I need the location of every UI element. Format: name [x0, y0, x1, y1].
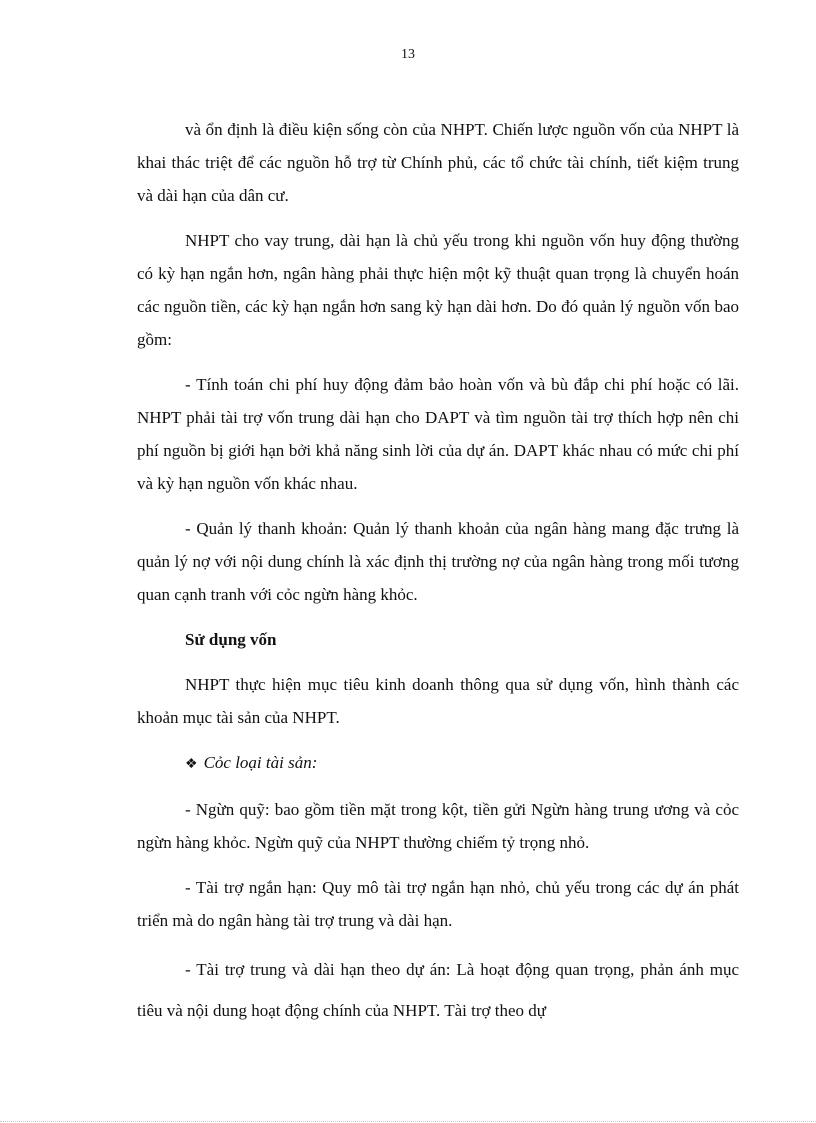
paragraph-short-term-financing: - Tài trợ ngắn hạn: Quy mô tài trợ ngắn hạn nhỏ, chủ yếu trong các dự án phát triển mà do ngân hàng tài trợ trung và dài hạn.: [137, 878, 739, 930]
body-text: [137, 113, 739, 1043]
paragraph-use-of-capital: NHPT thực hiện mục tiêu kinh doanh thông qua sử dụng vốn, hình thành các khoản mục tài sản của NHPT.: [137, 675, 739, 727]
subheading-asset-types: [137, 746, 739, 781]
paragraph-funding-cost: - Tính toán chi phí huy động đảm bảo hoàn vốn và bù đắp chi phí hoặc có lãi. NHPT phải tài trợ vốn trung dài hạn cho DAPT và tìm nguồn tài trợ thích hợp nên chi phí nguồn bị giới hạn bởi khả năng sinh lời của dự án. DAPT khác nhau có mức chi phí và kỳ hạn nguồn vốn khác nhau.: [137, 375, 739, 493]
paragraph-capital-strategy: và ổn định là điều kiện sống còn của NHPT. Chiến lược nguồn vốn của NHPT là khai thác triệt để các nguồn hỗ trợ từ Chính phủ, các tổ chức tài chính, tiết kiệm trung và dài hạn của dân cư.: [137, 120, 739, 205]
page-number: 13: [401, 47, 415, 62]
diamond-bullet-icon: ❖: [185, 757, 198, 772]
subheading-asset-types-text: Cỏc loại tài sản:: [203, 753, 318, 772]
page-bottom-border: [0, 1121, 816, 1122]
paragraph-maturity-conversion: NHPT cho vay trung, dài hạn là chủ yếu trong khi nguồn vốn huy động thường có kỳ hạn ngắn hơn, ngân hàng phải thực hiện một kỹ thuật quan trọng là chuyển hoán các nguồn tiền, các kỳ hạn ngắn hơn sang kỳ hạn dài hơn. Do đó quản lý nguồn vốn bao gồm:: [137, 231, 739, 349]
section-heading-use-of-capital: Sử dụng vốn: [185, 630, 277, 649]
paragraph-reserves: - Ngừn quỹ: bao gồm tiền mặt trong kột, tiền gửi Ngừn hàng trung ương và cỏc ngừn hàng khỏc. Ngừn quỹ của NHPT thường chiếm tỷ trọng nhỏ.: [137, 800, 739, 852]
paragraph-project-financing: - Tài trợ trung và dài hạn theo dự án: Là hoạt động quan trọng, phản ánh mục tiêu và nội dung hoạt động chính của NHPT. Tài trợ theo dự: [137, 960, 739, 1020]
paragraph-liquidity-management: - Quản lý thanh khoản: Quản lý thanh khoản của ngân hàng mang đặc trưng là quản lý nợ với nội dung chính là xác định thị trường nợ của ngân hàng trong mối tương quan cạnh tranh với cỏc ngừn hàng khỏc.: [137, 519, 739, 604]
